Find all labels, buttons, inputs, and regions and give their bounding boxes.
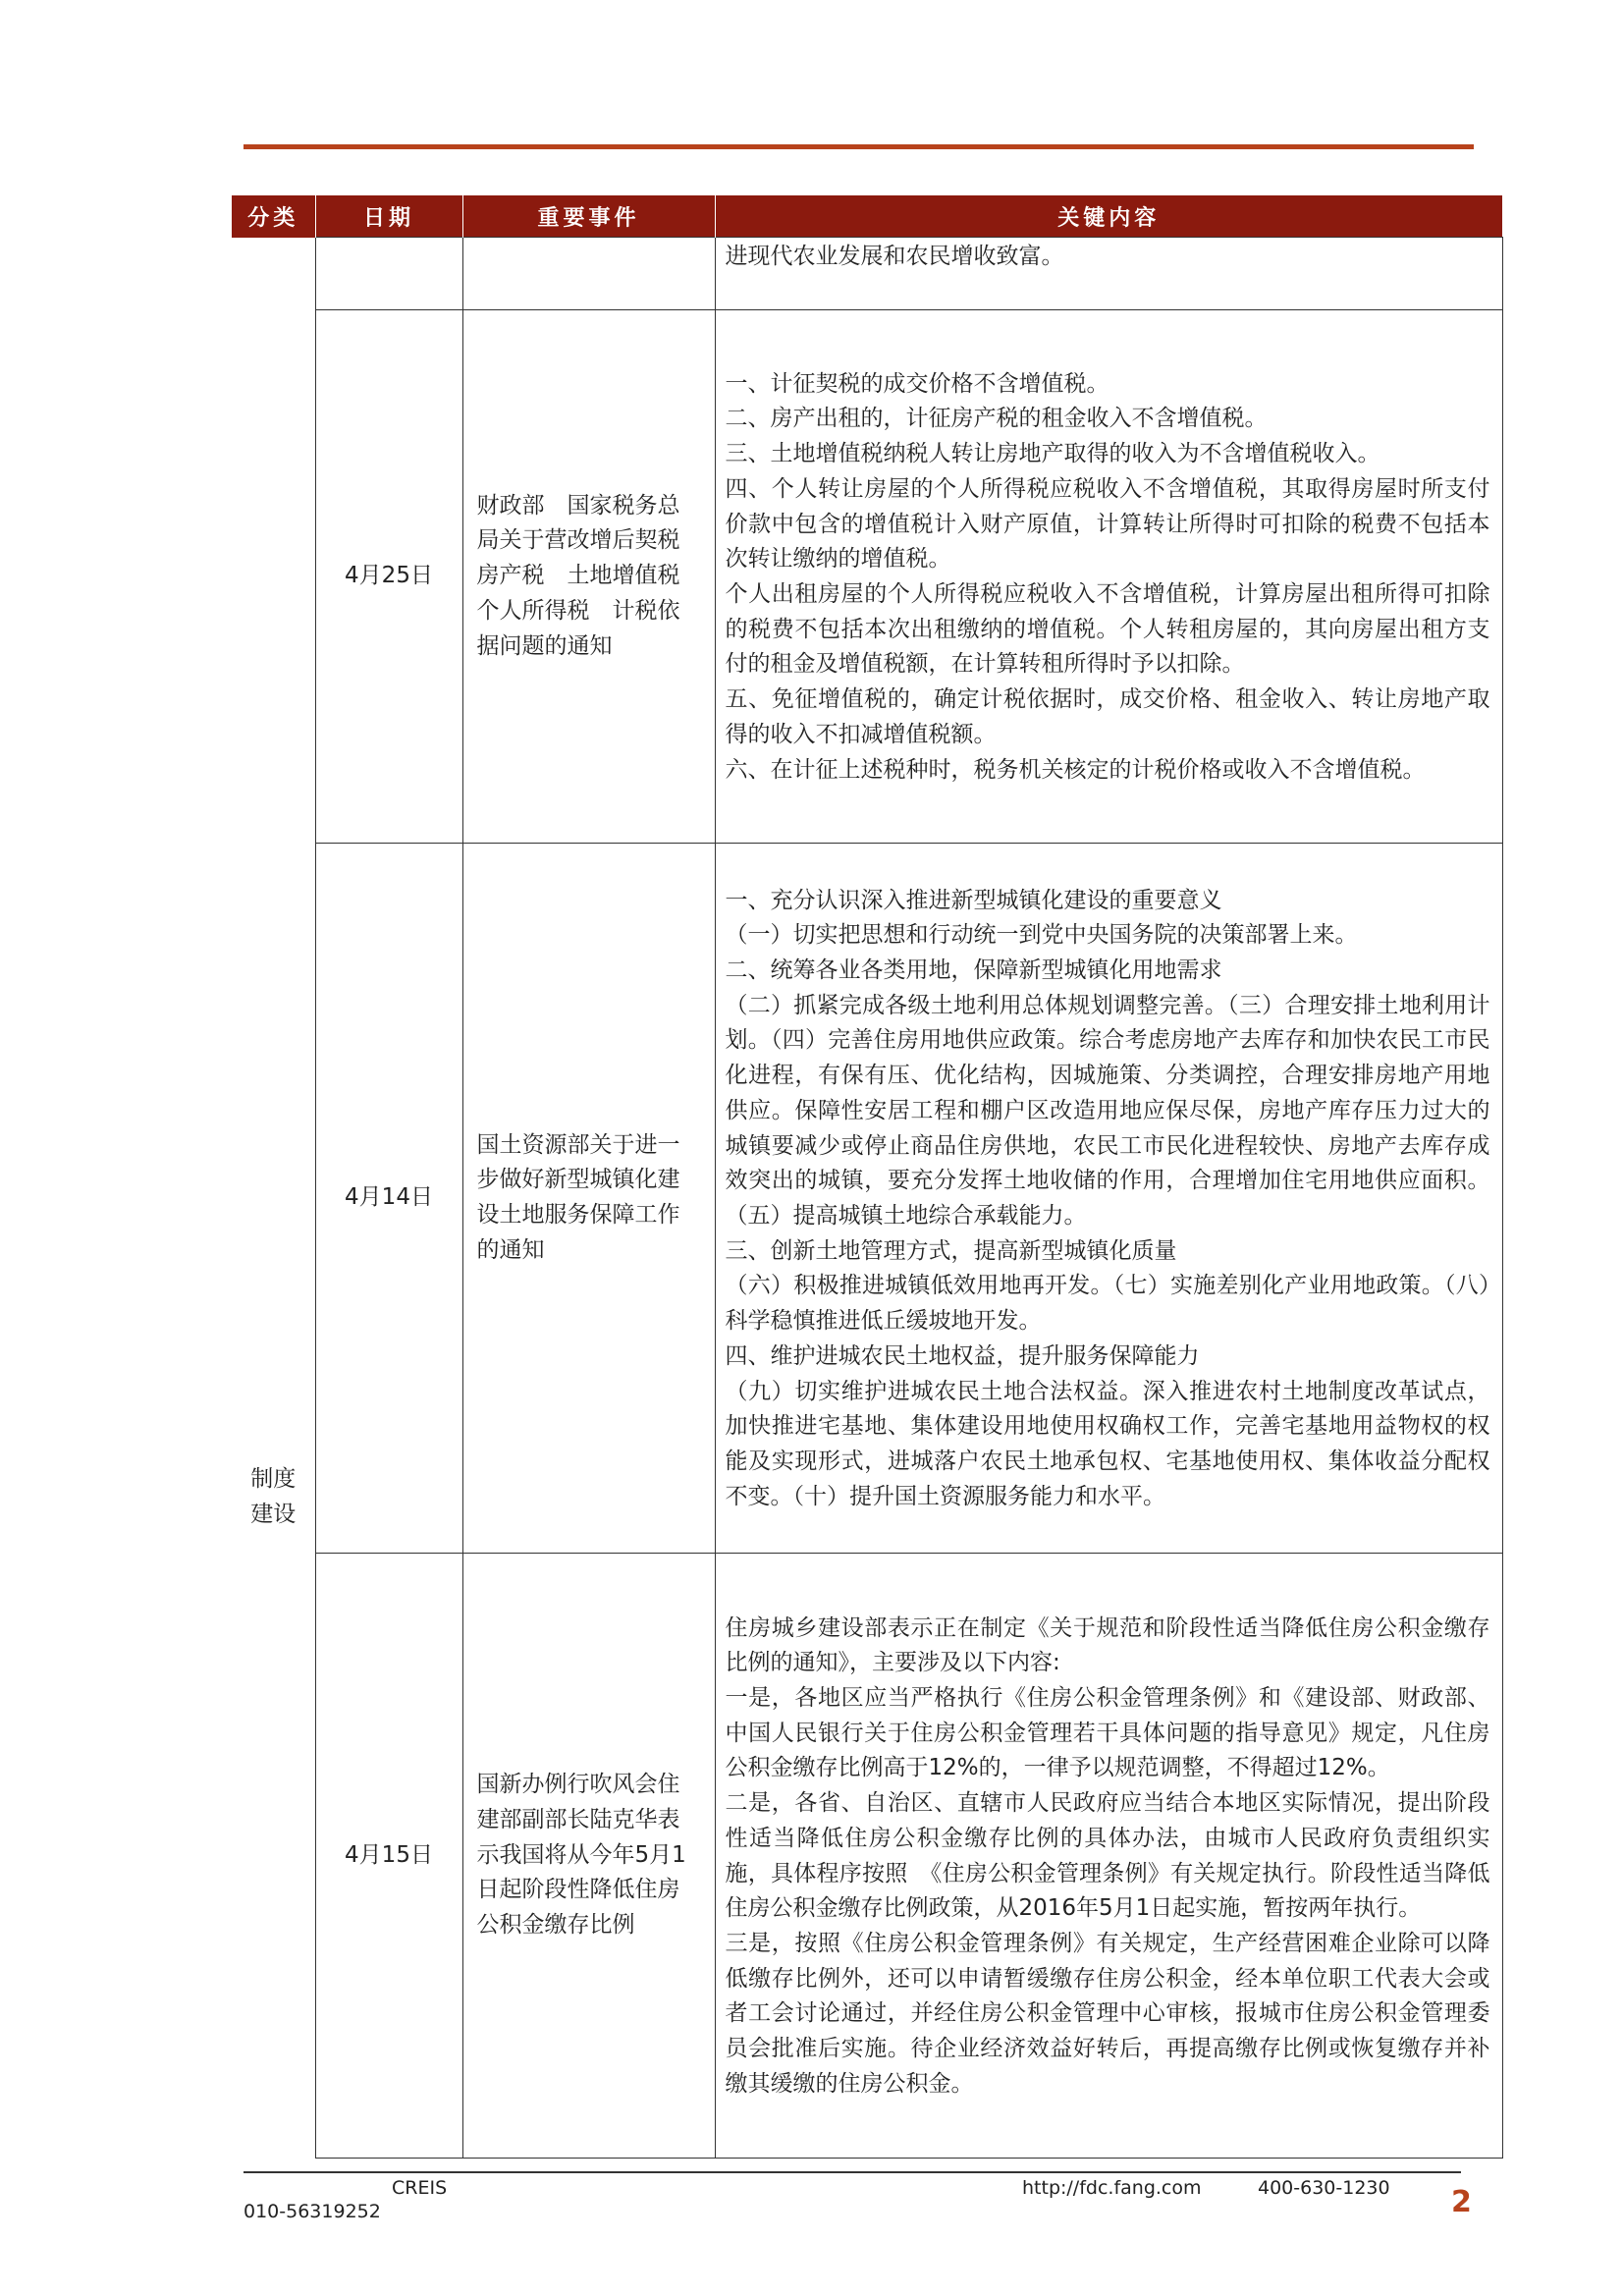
col-header-content: 关键内容 — [715, 195, 1502, 238]
page-number: 2 — [1451, 2185, 1472, 2219]
content-line: （二）抓紧完成各级土地利用总体规划调整完善。（三）合理安排土地利用计划。（四）完善住房用地供应政策。综合考虑房地产去库存和加快农民工市民化进程，有保有压、优化结构，因城施策、分类调控，合理安排房地产用地供应。保障性安居工程和棚户区改造用地应保尽保，房地产库存压力过大的城镇要减少或停止商品住房供地，农民工市民化进程较快、房地产去库存成效突出的城镇，要充分发挥土地收储的作用，合理增加住宅用地供应面积。（五）提高城镇土地综合承载能力。 — [725, 992, 1490, 1229]
content-line: 六、在计征上述税种时，税务机关核定的计税价格或收入不含增值税。 — [725, 756, 1426, 783]
content-line: 一、计征契税的成交价格不含增值税。 — [725, 370, 1109, 397]
content-line: 四、个人转让房屋的个人所得税应税收入不含增值税，其取得房屋时所支付价款中包含的增值税计入财产原值，计算转让所得时可扣除的税费不包括本次转让缴纳的增值税。 — [725, 475, 1490, 573]
table-row — [232, 238, 1502, 310]
table-row — [232, 310, 1502, 844]
footer-rule — [243, 2171, 1461, 2173]
event-cell — [462, 238, 715, 310]
content-line: （九）切实维护进城农民土地合法权益。深入推进农村土地制度改革试点，加快推进宅基地、集体建设用地使用权确权工作，完善宅基地用益物权的权能及实现形式，进城落户农民土地承包权、宅基地使用权、集体收益分配权不变。（十）提升国土资源服务能力和水平。 — [725, 1378, 1490, 1509]
content-line: 四、维护进城农民土地权益，提升服务保障能力 — [725, 1342, 1200, 1369]
date-cell: 4月14日 — [315, 844, 462, 1554]
content-line: 二、统筹各业各类用地，保障新型城镇化用地需求 — [725, 957, 1222, 984]
footer-hotline: 400-630-1230 — [1258, 2177, 1390, 2199]
content-line: 一、充分认识深入推进新型城镇化建设的重要意义 — [725, 887, 1222, 913]
content-line: 三、土地增值税纳税人转让房地产取得的收入为不含增值税收入。 — [725, 441, 1380, 467]
content-line: （六）积极推进城镇低效用地再开发。（七）实施差别化产业用地政策。（八）科学稳慎推进低丘缓坡地开发。 — [725, 1273, 1490, 1335]
footer-phone: 010-56319252 — [243, 2201, 381, 2222]
content-cell — [715, 238, 1502, 310]
content-line: 一是，各地区应当严格执行《住房公积金管理条例》和《建设部、财政部、中国人民银行关于住房公积金管理若干具体问题的指导意见》规定，凡住房公积金缴存比例高于12%的，一律予以规范调整，不得超过12%。 — [725, 1684, 1490, 1781]
content-line: 三是，按照《住房公积金管理条例》有关规定，生产经营困难企业除可以降低缴存比例外，还可以申请暂缓缴存住房公积金，经本单位职工代表大会或者工会讨论通过，并经住房公积金管理中心审核，报城市住房公积金管理委员会批准后实施。待企业经济效益好转后，再提高缴存比例或恢复缴存并补缴其缓缴的住房公积金。 — [725, 1930, 1490, 2097]
footer-company: CREIS — [392, 2177, 448, 2199]
table-row — [232, 844, 1502, 1554]
policy-table — [232, 195, 1503, 2159]
table-header-row — [232, 195, 1502, 238]
event-cell: 财政部 国家税务总局关于营改增后契税 房产税 土地增值税 个人所得税 计税依据问题的通知 — [462, 310, 715, 844]
content-line: 住房城乡建设部表示正在制定《关于规范和阶段性适当降低住房公积金缴存比例的通知》，主要涉及以下内容: — [725, 1614, 1490, 1676]
event-cell: 国新办例行吹风会住建部副部长陆克华表示我国将从今年5月1日起阶段性降低住房公积金缴存比例 — [462, 1554, 715, 2159]
content-line: 二是，各省、自治区、直辖市人民政府应当结合本地区实际情况，提出阶段性适当降低住房公积金缴存比例的具体办法，由城市人民政府负责组织实施，具体程序按照 《住房公积金管理条例》有关规定执行。阶段性适当降低住房公积金缴存比例政策，从2016年5月1日起实施，暂按两年执行。 — [725, 1790, 1490, 1922]
content-line: 二、房产出租的，计征房产税的租金收入不含增值税。 — [725, 406, 1268, 432]
category-label: 制度建设 — [250, 1465, 297, 1527]
table-row — [232, 1554, 1502, 2159]
date-cell: 4月25日 — [315, 310, 462, 844]
content-line: 五、免征增值税的，确定计税依据时，成交价格、租金收入、转让房地产取得的收入不扣减增值税额。 — [725, 686, 1490, 747]
footer-url[interactable]: http://fdc.fang.com — [1022, 2177, 1202, 2199]
header-rule — [243, 144, 1474, 149]
content-cell — [715, 844, 1502, 1554]
col-header-date: 日期 — [315, 195, 462, 238]
content-line: （一）切实把思想和行动统一到党中央国务院的决策部署上来。 — [725, 922, 1358, 949]
date-cell: 4月15日 — [315, 1554, 462, 2159]
category-cell — [232, 1554, 315, 2159]
content-line: 三、创新土地管理方式，提高新型城镇化质量 — [725, 1237, 1177, 1264]
date-cell — [315, 238, 462, 310]
category-cell — [232, 844, 315, 1554]
category-cell — [232, 238, 315, 844]
col-header-event: 重要事件 — [462, 195, 715, 238]
col-header-category: 分类 — [232, 195, 315, 238]
content-cell — [715, 310, 1502, 844]
content-line: 个人出租房屋的个人所得税应税收入不含增值税，计算房屋出租所得可扣除的税费不包括本次出租缴纳的增值税。个人转租房屋的，其向房屋出租方支付的租金及增值税额，在计算转租所得时予以扣除。 — [725, 581, 1490, 678]
content-cell — [715, 1554, 1502, 2159]
content-line: 进现代农业发展和农民增收致富。 — [725, 244, 1064, 269]
event-cell: 国土资源部关于进一步做好新型城镇化建设土地服务保障工作的通知 — [462, 844, 715, 1554]
